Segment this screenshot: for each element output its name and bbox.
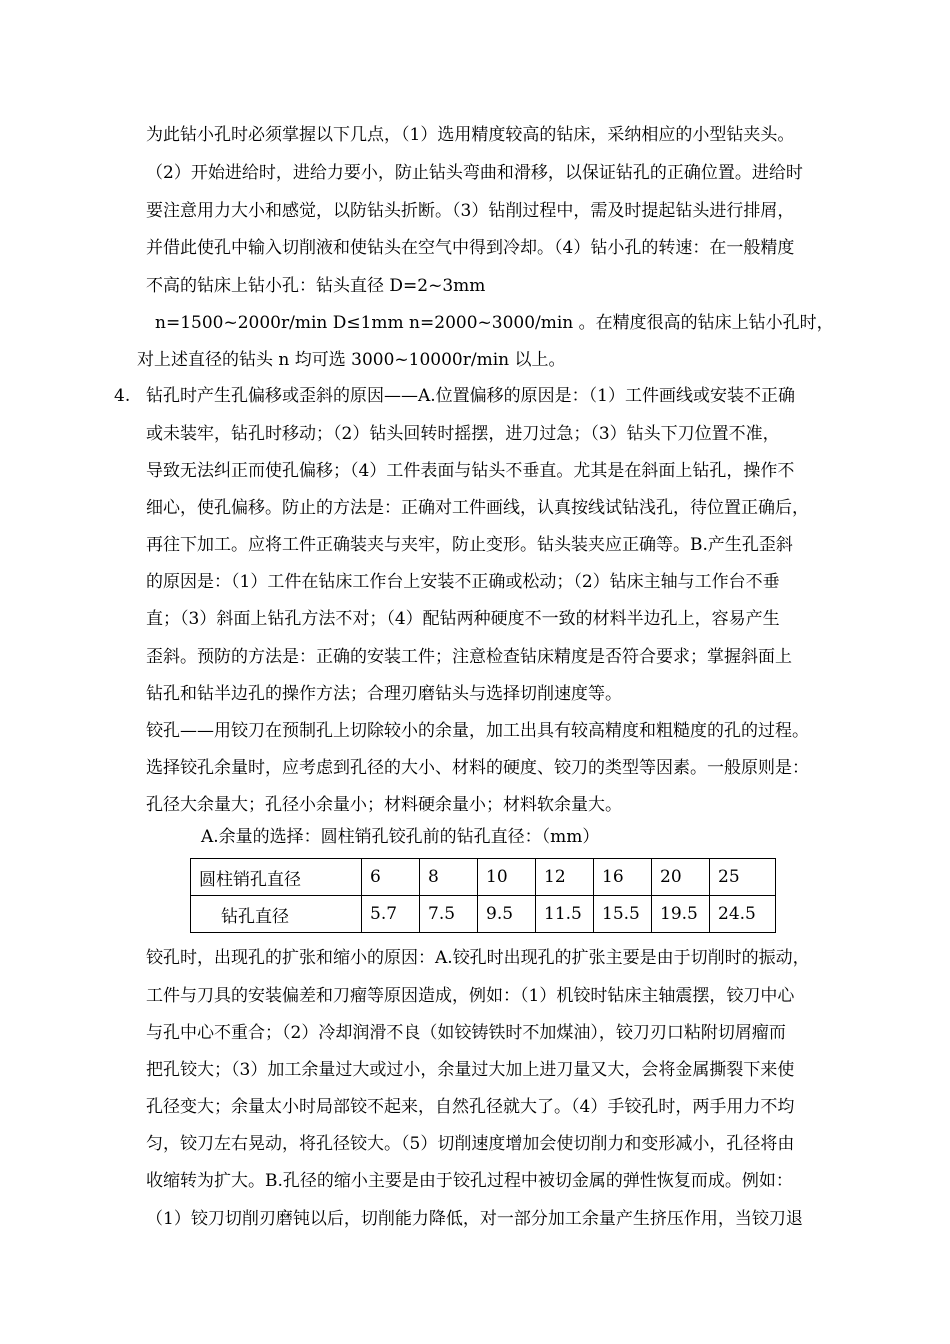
list-number: 4. bbox=[114, 386, 131, 406]
table-cell: 10 bbox=[478, 859, 536, 896]
text-line: 对上述直径的钻头 n 均可选 3000~10000r/min 以上。 bbox=[137, 350, 566, 370]
text-line: 再往下加工。应将工件正确装夹与夹牢，防止变形。钻头装夹应正确等。B.产生孔歪斜 bbox=[146, 535, 793, 555]
table-cell: 12 bbox=[536, 859, 594, 896]
text-line: 不高的钻床上钻小孔：钻头直径 D=2~3mm bbox=[146, 276, 486, 296]
table-header-cell: 圆柱销孔直径 bbox=[191, 859, 362, 896]
text-line: （1）铰刀切削刃磨钝以后，切削能力降低，对一部分加工余量产生挤压作用，当铰刀退 bbox=[146, 1209, 803, 1229]
text-line: 工件与刀具的安装偏差和刀瘤等原因造成，例如：（1）机铰时钻床主轴震摆，铰刀中心 bbox=[146, 986, 795, 1006]
table-cell: 8 bbox=[420, 859, 478, 896]
table-cell: 20 bbox=[652, 859, 710, 896]
bore-diameter-table bbox=[190, 858, 776, 933]
table-cell: 9.5 bbox=[478, 896, 536, 933]
table-caption: A.余量的选择：圆柱销孔铰孔前的钻孔直径：（mm） bbox=[201, 827, 600, 847]
text-line: 与孔中心不重合；（2）冷却润滑不良（如铰铸铁时不加煤油），铰刀刃口粘附切屑瘤而 bbox=[146, 1023, 786, 1043]
text-line: 的原因是：（1）工件在钻床工作台上安装不正确或松动；（2）钻床主轴与工作台不垂 bbox=[146, 572, 780, 592]
table-cell: 6 bbox=[362, 859, 420, 896]
text-line: 铰孔时，出现孔的扩张和缩小的原因：A.铰孔时出现孔的扩张主要是由于切削时的振动， bbox=[146, 948, 810, 968]
text-line: 并借此使孔中输入切削液和使钻头在空气中得到冷却。（4）钻小孔的转速：在一般精度 bbox=[146, 238, 795, 258]
table-cell: 24.5 bbox=[710, 896, 776, 933]
text-line: 匀，铰刀左右晃动，将孔径铰大。（5）切削速度增加会使切削力和变形减小，孔径将由 bbox=[146, 1134, 795, 1154]
table-cell: 25 bbox=[710, 859, 776, 896]
table-row bbox=[191, 859, 776, 896]
table-cell: 11.5 bbox=[536, 896, 594, 933]
table-cell: 16 bbox=[594, 859, 652, 896]
table-row bbox=[191, 896, 776, 933]
text-line: n=1500~2000r/min D≤1mm n=2000~3000/min 。在精度很高的钻床上钻小孔时， bbox=[155, 313, 834, 333]
text-line: 孔径变大；余量太小时局部铰不起来，自然孔径就大了。（4）手铰孔时，两手用力不均 bbox=[146, 1097, 795, 1117]
text-line: 收缩转为扩大。B.孔径的缩小主要是由于铰孔过程中被切金属的弹性恢复而成。例如： bbox=[146, 1171, 793, 1191]
table-cell: 7.5 bbox=[420, 896, 478, 933]
text-line: 铰孔——用铰刀在预制孔上切除较小的余量，加工出具有较高精度和粗糙度的孔的过程。 bbox=[146, 721, 809, 741]
text-line: 把孔铰大；（3）加工余量过大或过小，余量过大加上进刀量又大，会将金属撕裂下来使 bbox=[146, 1060, 795, 1080]
text-line: 要注意用力大小和感觉，以防钻头折断。（3）钻削过程中，需及时提起钻头进行排屑， bbox=[146, 201, 795, 221]
text-line: 孔径大余量大；孔径小余量小；材料硬余量小；材料软余量大。 bbox=[146, 795, 622, 815]
text-line: 钻孔时产生孔偏移或歪斜的原因——A.位置偏移的原因是：（1）工件画线或安装不正确 bbox=[146, 386, 795, 406]
table-cell: 5.7 bbox=[362, 896, 420, 933]
text-line: 歪斜。预防的方法是：正确的安装工件；注意检查钻床精度是否符合要求；掌握斜面上 bbox=[146, 647, 792, 667]
text-line: 或未装牢，钻孔时移动；（2）钻头回转时摇摆，进刀过急；（3）钻头下刀位置不准， bbox=[146, 424, 780, 444]
text-line: 直；（3）斜面上钻孔方法不对；（4）配钻两种硬度不一致的材料半边孔上，容易产生 bbox=[146, 609, 780, 629]
text-line: 钻孔和钻半边孔的操作方法；合理刃磨钻头与选择切削速度等。 bbox=[146, 684, 622, 704]
text-line: （2）开始进给时，进给力要小，防止钻头弯曲和滑移，以保证钻孔的正确位置。进给时 bbox=[146, 163, 803, 183]
table-cell: 19.5 bbox=[652, 896, 710, 933]
text-line: 为此钻小孔时必须掌握以下几点，（1）选用精度较高的钻床，采纳相应的小型钻夹头。 bbox=[146, 125, 795, 145]
text-line: 选择铰孔余量时，应考虑到孔径的大小、材料的硬度、铰刀的类型等因素。一般原则是： bbox=[146, 758, 809, 778]
text-line: 细心，使孔偏移。防止的方法是：正确对工件画线，认真按线试钻浅孔，待位置正确后， bbox=[146, 498, 809, 518]
table-cell: 15.5 bbox=[594, 896, 652, 933]
text-line: 导致无法纠正而使孔偏移；（4）工件表面与钻头不垂直。尤其是在斜面上钻孔，操作不 bbox=[146, 461, 795, 481]
table-header-cell: 钻孔直径 bbox=[191, 896, 362, 933]
